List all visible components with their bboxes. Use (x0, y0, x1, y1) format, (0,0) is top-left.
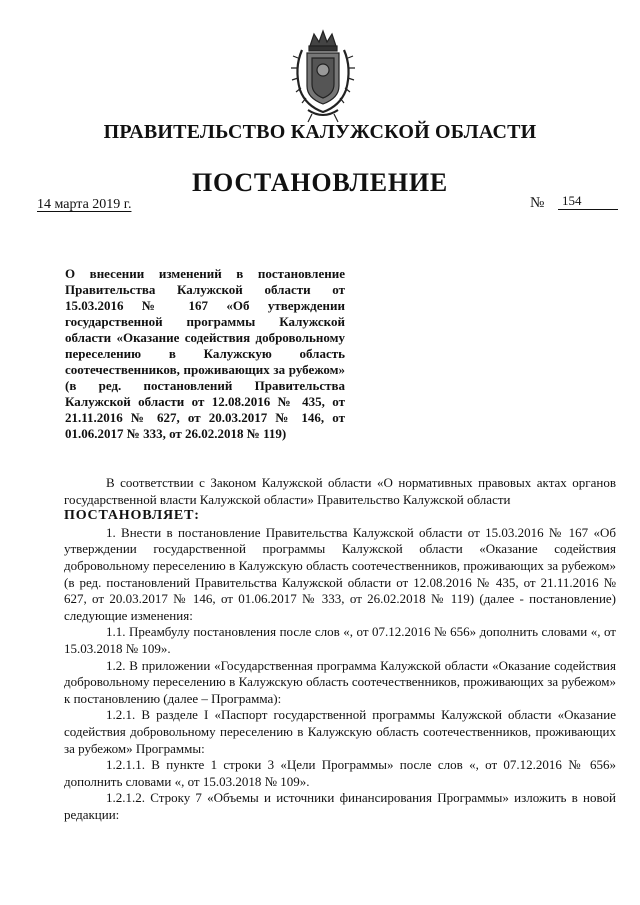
document-type: ПОСТАНОВЛЕНИЕ (191, 168, 449, 197)
paragraph-1-2-1-2: 1.2.1.2. Строку 7 «Объемы и источники финансирования Программы» изложить в новой редакции: (64, 790, 616, 822)
government-name: ПРАВИТЕЛЬСТВО КАЛУЖСКОЙ ОБЛАСТИ (103, 121, 537, 143)
paragraph-1-1: 1.1. Преамбулу постановления после слов «, от 07.12.2016 № 656» дополнить словами «, от 15.03.2018 № 109». (64, 624, 616, 656)
document-date: 14 марта 2019 г. (37, 197, 132, 212)
number-value: 154 (558, 193, 618, 210)
document-body (64, 475, 616, 823)
preamble: В соответствии с Законом Калужской области «О нормативных правовых актах органов государственной власти Калужской области» Правительство Калужской области (64, 475, 616, 507)
postanovlyaet-heading: ПОСТАНОВЛЯЕТ: (64, 508, 200, 524)
paragraph-1: 1. Внести в постановление Правительства Калужской области от 15.03.2016 № 167 «Об утверждении государственной программы Калужской области «Оказание содействия добровольному переселению в Калужскую область соотечественников, проживающих за рубежом» (в ред. постановлений Правительства Калужской области от 12.08.2016 № 435, от 21.11.2016 № 627, от 20.03.2017 № 146, от 01.06.2017 № 333, от 26.02.2018 № 119) (далее - постановление) следующие изменения: (64, 524, 616, 623)
kaluga-coat-of-arms-icon (288, 28, 358, 124)
number-label: № (530, 195, 545, 211)
document-subject: О внесении изменений в постановление Правительства Калужской области от 15.03.2016 № 167 «Об утверждении государственной программы Калужской области «Оказание содействия добровольному переселению в Калужскую область соотечественников, проживающих за рубежом» (в ред. постановлений Правительства Калужской области от 12.08.2016 № 435, от 21.11.2016 № 627, от 20.03.2017 № 146, от 01.06.2017 № 333, от 26.02.2018 № 119) (65, 266, 345, 441)
paragraph-1-2-1-1: 1.2.1.1. В пункте 1 строки 3 «Цели Программы» после слов «, от 07.12.2016 № 656» дополнить словами «, от 15.03.2018 № 109». (64, 757, 616, 789)
paragraph-1-2: 1.2. В приложении «Государственная программа Калужской области «Оказание содействия добровольному переселению в Калужскую область соотечественников, проживающих за рубежом» к постановлению (далее – Программа): (64, 657, 616, 706)
paragraph-1-2-1: 1.2.1. В разделе I «Паспорт государственной программы Калужской области «Оказание содействия добровольному переселению в Калужскую область соотечественников, проживающих за рубежом» Программы: (64, 707, 616, 756)
